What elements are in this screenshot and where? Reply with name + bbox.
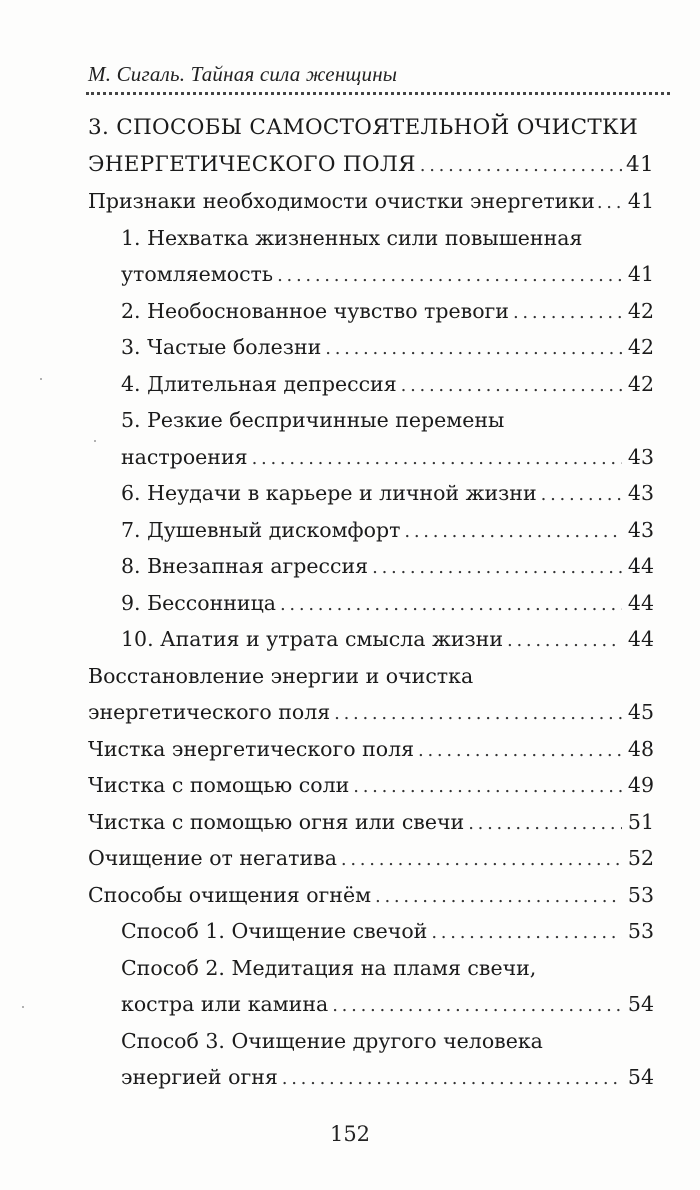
paper-speck	[22, 1006, 24, 1008]
toc-subentry-2	[88, 293, 654, 330]
toc-subentry-4	[88, 366, 654, 403]
dot-leader	[541, 477, 622, 514]
page-number: 152	[329, 1122, 371, 1146]
toc-entry-title: Восстановление энергии и очистка	[88, 663, 474, 688]
toc-section-cleaning-field	[88, 731, 654, 768]
dot-leader	[282, 1061, 622, 1098]
toc-entry-title: Способ 1. Очищение свечой	[121, 919, 428, 943]
paper-speck	[94, 440, 96, 442]
dot-leader	[372, 550, 622, 587]
toc-entry-title: Признаки необходимости очистки энергетики	[88, 189, 595, 213]
toc-chapter-title-continued: ЭНЕРГЕТИЧЕСКОГО ПОЛЯ	[88, 151, 416, 177]
toc-page-number: 45	[627, 700, 654, 724]
running-header: М. Сигаль. Тайная сила женщины	[88, 62, 398, 86]
toc-page-number: 54	[627, 992, 654, 1016]
dot-leader	[404, 514, 622, 551]
dot-leader	[468, 806, 622, 843]
dot-leader	[353, 769, 622, 806]
toc-entry-title-continued: утомляемость	[121, 262, 274, 286]
toc-entry-title: Очищение от негатива	[88, 846, 337, 870]
toc-subentry-6	[88, 475, 654, 512]
toc-entry-title: Способы очищения огнём	[88, 882, 372, 907]
toc-subentry-3	[88, 329, 654, 366]
dot-leader	[341, 842, 622, 879]
toc-entry-title: Чистка с помощью соли	[88, 773, 350, 797]
toc-page-number: 48	[627, 736, 654, 761]
toc-page-number: 44	[627, 627, 654, 651]
toc-chapter-title: 3. СПОСОБЫ САМОСТОЯТЕЛЬНОЙ ОЧИСТКИ	[88, 115, 638, 140]
dot-leader	[252, 441, 622, 478]
toc-page-number: 41	[627, 189, 654, 213]
toc-chapter-line2	[88, 147, 654, 184]
dot-leader	[325, 331, 622, 368]
toc-page-number: 43	[627, 517, 654, 542]
toc-page-number: 52	[627, 846, 654, 870]
toc-subentry-8	[88, 548, 654, 585]
toc-method-1	[88, 913, 654, 950]
toc-section-cleaning-salt	[88, 767, 654, 804]
toc-section-signs	[88, 183, 654, 220]
toc-page-number: 41	[626, 151, 654, 177]
dot-leader	[513, 295, 622, 332]
toc-page-number: 43	[627, 444, 654, 469]
toc-entry-title: Способ 3. Очищение другого человека	[121, 1028, 543, 1053]
toc-chapter-line1	[88, 110, 654, 147]
toc-entry-title-continued: настроения	[121, 444, 248, 469]
toc-subentry-7	[88, 512, 654, 549]
dot-leader	[375, 879, 622, 916]
toc-page-number: 53	[627, 882, 654, 907]
toc-page-number: 44	[627, 590, 654, 615]
dot-leader	[420, 148, 622, 185]
toc-entry-title-continued: энергией огня	[121, 1065, 278, 1089]
toc-method-3a	[88, 1023, 654, 1060]
toc-subentry-9	[88, 585, 654, 622]
toc-method-2a	[88, 950, 654, 987]
toc-subentry-10	[88, 621, 654, 658]
dot-leader	[431, 915, 622, 952]
dot-leader	[332, 988, 622, 1025]
toc-entry-title: 8. Внезапная агрессия	[121, 554, 369, 578]
dot-leader	[507, 623, 622, 660]
toc-entry-title: Способ 2. Медитация на пламя свечи,	[121, 955, 537, 980]
header-dotted-rule	[86, 92, 670, 95]
toc-entry-title: 9. Бессонница	[121, 590, 276, 615]
dot-leader	[597, 185, 624, 222]
table-of-contents	[88, 110, 654, 1096]
toc-section-negative	[88, 840, 654, 877]
toc-section-fire-methods	[88, 877, 654, 914]
toc-page-number: 53	[627, 919, 654, 943]
toc-entry-title: 4. Длительная депрессия	[121, 371, 397, 396]
toc-page-number: 51	[627, 809, 654, 834]
toc-entry-title: 5. Резкие беспричинные перемены	[121, 408, 505, 432]
toc-page-number: 44	[627, 554, 654, 578]
toc-subentry-1a	[88, 220, 654, 257]
toc-entry-title: Чистка с помощью огня или свечи	[88, 809, 465, 834]
toc-section-restore-b	[88, 694, 654, 731]
dot-leader	[334, 696, 622, 733]
toc-section-cleaning-fire	[88, 804, 654, 841]
toc-page-number: 42	[627, 371, 654, 396]
toc-page-number: 43	[627, 481, 654, 505]
toc-entry-title: Чистка энергетического поля	[88, 736, 415, 761]
toc-subentry-5a	[88, 402, 654, 439]
toc-page-number: 42	[627, 335, 654, 359]
dot-leader	[418, 733, 622, 770]
toc-page-number: 42	[627, 298, 654, 323]
toc-page-number: 41	[627, 262, 654, 286]
toc-method-3b	[88, 1059, 654, 1096]
toc-entry-title: 7. Душевный дискомфорт	[121, 517, 401, 542]
dot-leader	[280, 587, 622, 624]
toc-page-number: 54	[627, 1065, 654, 1089]
toc-page-number: 49	[627, 773, 654, 797]
toc-entry-title-continued: костра или камина	[121, 992, 329, 1016]
toc-entry-title: 1. Нехватка жизненных сили повышенная	[121, 225, 583, 250]
toc-entry-title: 10. Апатия и утрата смысла жизни	[121, 627, 504, 651]
toc-section-restore-a	[88, 658, 654, 695]
toc-entry-title: 6. Неудачи в карьере и личной жизни	[121, 481, 537, 505]
dot-leader	[401, 368, 622, 405]
toc-entry-title: 2. Необоснованное чувство тревоги	[121, 298, 509, 323]
toc-method-2b	[88, 986, 654, 1023]
dot-leader	[277, 258, 622, 295]
paper-speck	[40, 378, 42, 380]
toc-entry-title-continued: энергетического поля	[88, 700, 331, 724]
toc-subentry-5b	[88, 439, 654, 476]
toc-entry-title: 3. Частые болезни	[121, 335, 322, 359]
toc-subentry-1b	[88, 256, 654, 293]
